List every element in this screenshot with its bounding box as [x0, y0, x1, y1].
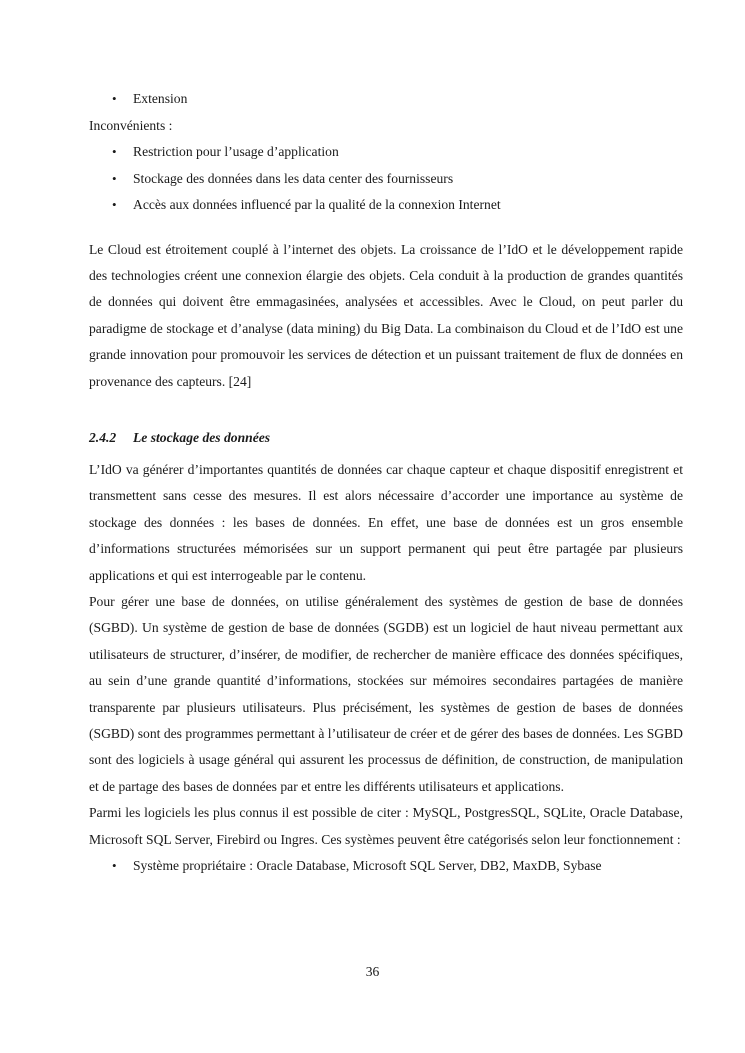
- paragraph-cloud-iot: Le Cloud est étroitement couplé à l’internet des objets. La croissance de l’IdO et le développement rapide des technologies créent une connexion élargie des objets. Cela conduit à la production de grandes quantités de données qui doivent être emmagasinées, analysées et accessibles. Avec le Cloud, on peut parler du paradigme de stockage et d’analyse (data mining) du Big Data. La combinaison du Cloud et de l’IdO est une grande innovation pour promouvoir les services de détection et un puissant traitement de flux de données en provenance des capteurs. [24]: [89, 241, 683, 389]
- paragraph-software-list: Parmi les logiciels les plus connus il est possible de citer : MySQL, PostgresSQL, SQLite, Oracle Database, Microsoft SQL Server, Firebird ou Ingres. Ces systèmes peuvent être catégorisés selon leur fonctionnement :: [89, 805, 683, 847]
- list-item-text: Système propriétaire : Oracle Database, Microsoft SQL Server, DB2, MaxDB, Sybase: [133, 858, 602, 874]
- bullet-icon: •: [112, 91, 117, 106]
- spacer: [89, 219, 683, 237]
- cons-list: [89, 139, 683, 219]
- page-content: [89, 86, 683, 880]
- list-item: [89, 192, 683, 219]
- bullet-icon: •: [112, 144, 117, 159]
- spacer: [89, 395, 683, 425]
- bullet-icon: •: [112, 170, 117, 186]
- bullet-icon: •: [112, 858, 117, 874]
- paragraph-storage-intro: L’IdO va générer d’importantes quantités de données car chaque capteur et chaque dispositif enregistrent et transmettent sans cesse des mesures. Il est alors nécessaire d’accorder une importance au système de stockage des données : les bases de données. En effet, une base de données est un gros ensemble d’informations structurées mémorisées sur un support permanent qui peut être partagée par plusieurs applications et qui est interrogeable par le contenu.: [89, 461, 683, 583]
- list-item-text: Accès aux données influencé par la qualité de la connexion Internet: [133, 197, 501, 212]
- list-item: [89, 139, 683, 166]
- cons-label: Inconvénients :: [89, 117, 173, 133]
- section-title: Le stockage des données: [133, 429, 271, 445]
- section-heading: [89, 425, 683, 451]
- section-number: 2.4.2: [89, 429, 117, 445]
- paragraph-sgbd: Pour gérer une base de données, on utilise généralement des systèmes de gestion de base de données (SGBD). Un système de gestion de base de données (SGDB) est un logiciel de haut niveau permettant aux utilisateurs de structurer, d’insérer, de modifier, de rechercher de manière efficace des données spécifiques, au sein d’une grande quantité d’informations, stockées sur mémoires secondaires partagées de manière transparente par plusieurs utilisateurs. Plus précisément, les systèmes de gestion de bases de données (SGBD) sont des programmes permettant à l’utilisateur de créer et de gérer des bases de données. Les SGBD sont des logiciels à usage général qui assurent les processus de définition, de construction, de manipulation et de partage des bases de données par et entre les différents utilisateurs et applications.: [89, 593, 683, 794]
- list-item-text: Stockage des données dans les data center des fournisseurs: [133, 170, 454, 186]
- advantages-list-tail: [89, 86, 683, 113]
- list-item: [89, 853, 683, 880]
- sgbd-categories-list: [89, 853, 683, 880]
- page-number: 36: [365, 964, 380, 979]
- list-item-text: Restriction pour l’usage d’application: [133, 144, 339, 159]
- bullet-icon: •: [112, 197, 117, 212]
- list-item-text: Extension: [133, 91, 188, 106]
- list-item: [89, 86, 683, 113]
- list-item: [89, 166, 683, 193]
